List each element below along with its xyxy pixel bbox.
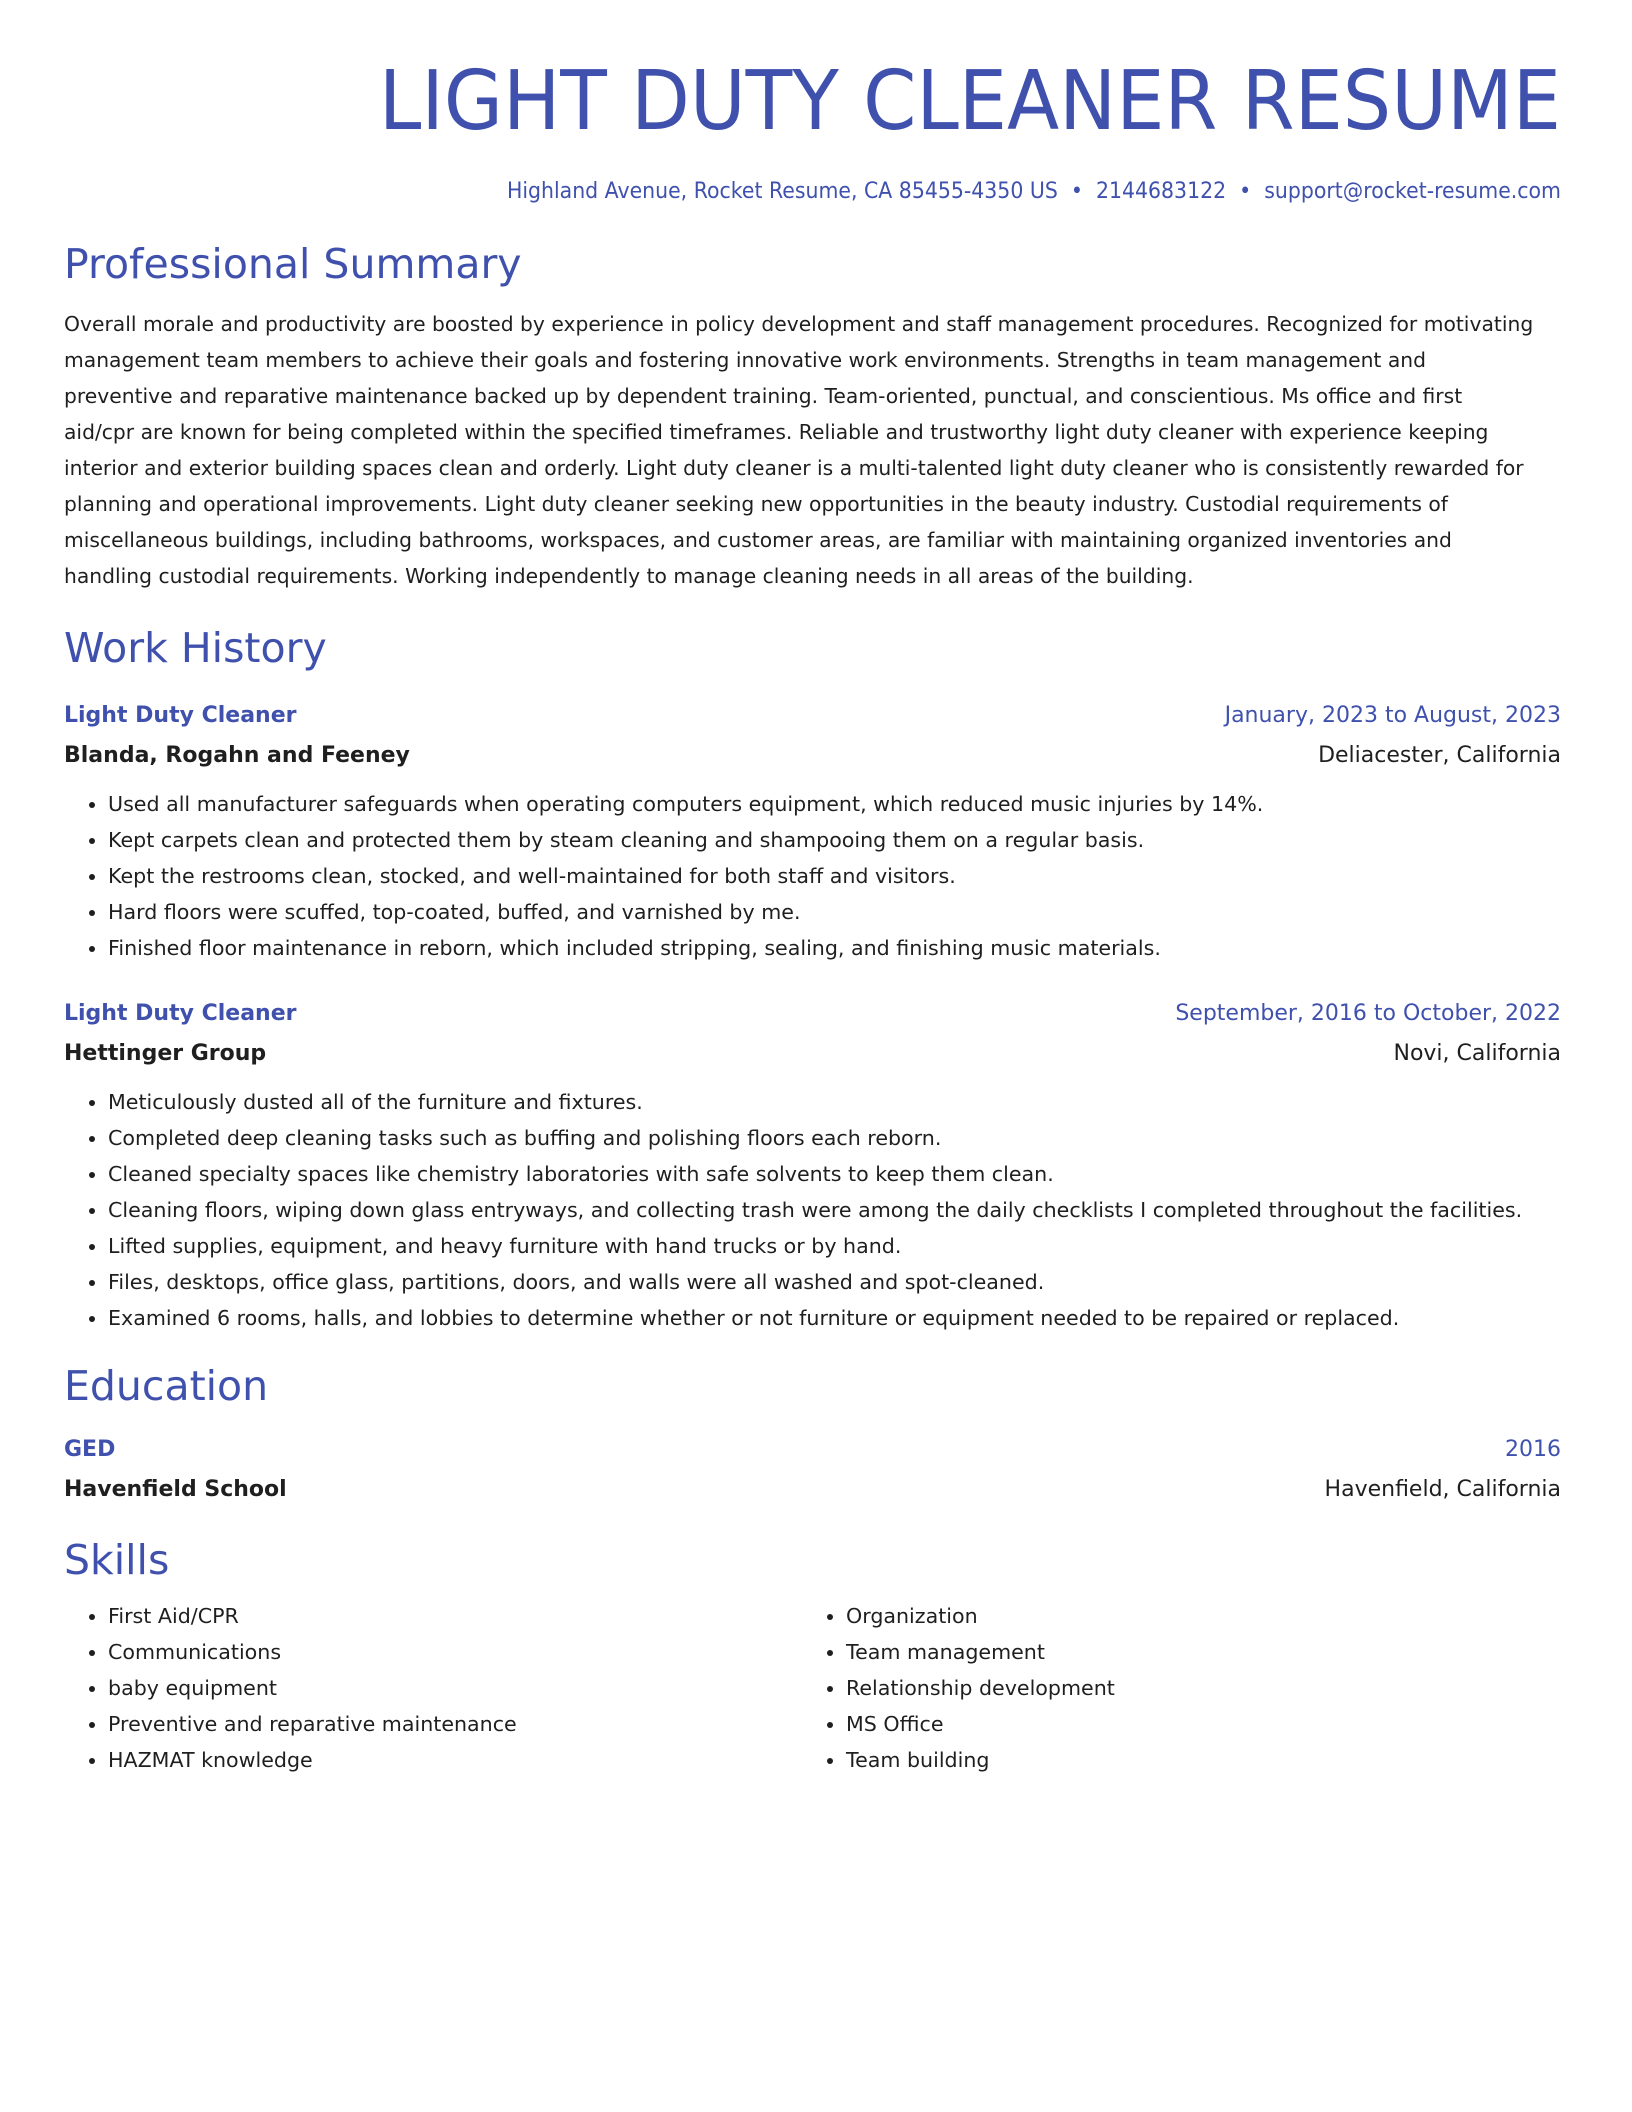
skill-item: • Communications	[108, 1634, 802, 1670]
education-year: 2016	[1505, 1437, 1561, 1462]
education-degree: GED	[64, 1437, 116, 1462]
summary-heading: Professional Summary	[64, 240, 522, 288]
job-bullet: • Completed deep cleaning tasks such as buffing and polishing floors each reborn.	[108, 1120, 1561, 1156]
job-role: Light Duty Cleaner	[64, 1001, 297, 1026]
job-bullets	[64, 786, 1561, 966]
education-school: Havenfield School	[64, 1477, 287, 1502]
job-bullet: • Cleaned specialty spaces like chemistry laboratories with safe solvents to keep them clean.	[108, 1156, 1561, 1192]
job-header	[64, 696, 1561, 736]
job-subheader	[64, 736, 1561, 776]
skill-item: • HAZMAT knowledge	[108, 1742, 802, 1778]
skill-item: • Relationship development	[846, 1670, 1540, 1706]
skills-column-right	[802, 1598, 1540, 1778]
job-bullet: • Hard floors were scuffed, top-coated, buffed, and varnished by me.	[108, 894, 1561, 930]
skill-item: • baby equipment	[108, 1670, 802, 1706]
job-dates: January, 2023 to August, 2023	[1224, 703, 1561, 728]
summary-text: Overall morale and productivity are boosted by experience in policy development and staff management procedures. Recognized for motivating management team members to achieve their goals and fostering innovative work environments. Strengths in team management and preventive and reparative maintenance backed up by dependent training. Team-oriented, punctual, and conscientious. Ms office and first aid/cpr are known for being completed within the specified timeframes. Reliable and trustworthy light duty cleaner with experience keeping interior and exterior building spaces clean and orderly. Light duty cleaner is a multi-talented light duty cleaner who is consistently rewarded for planning and operational improvements. Light duty cleaner seeking new opportunities in the beauty industry. Custodial requirements of miscellaneous buildings, including bathrooms, workspaces, and customer areas, are familiar with maintaining organized inventories and handling custodial requirements. Working independently to manage cleaning needs in all areas of the building.	[64, 312, 1534, 588]
job-bullet: • Kept carpets clean and protected them by steam cleaning and shampooing them on a regular basis.	[108, 822, 1561, 858]
education-subheader	[64, 1470, 1561, 1510]
job-bullet: • Cleaning floors, wiping down glass entryways, and collecting trash were among the daily checklists I completed throughout the facilities.	[108, 1192, 1561, 1228]
education-location: Havenfield, California	[1324, 1477, 1561, 1502]
job-entry	[64, 994, 1561, 1336]
job-bullets	[64, 1084, 1561, 1336]
job-dates: September, 2016 to October, 2022	[1175, 1001, 1561, 1026]
skills-heading: Skills	[64, 1536, 170, 1584]
skill-item: • First Aid/CPR	[108, 1598, 802, 1634]
contact-separator: •	[1070, 179, 1083, 204]
job-bullet: • Examined 6 rooms, halls, and lobbies to determine whether or not furniture or equipment needed to be repaired or replaced.	[108, 1300, 1561, 1336]
resume-page	[64, 0, 1561, 1778]
job-entry	[64, 696, 1561, 966]
job-bullet: • Lifted supplies, equipment, and heavy furniture with hand trucks or by hand.	[108, 1228, 1561, 1264]
skill-item: • Preventive and reparative maintenance	[108, 1706, 802, 1742]
skill-item: • Organization	[846, 1598, 1540, 1634]
education-header	[64, 1430, 1561, 1470]
contact-line	[169, 176, 1561, 208]
job-subheader	[64, 1034, 1561, 1074]
job-company: Hettinger Group	[64, 1041, 267, 1066]
contact-email[interactable]: support@rocket-resume.com	[1264, 179, 1561, 204]
education-entry	[64, 1430, 1561, 1510]
contact-phone: 2144683122	[1095, 179, 1227, 204]
resume-title: LIGHT DUTY CLEANER RESUME	[378, 54, 1562, 149]
job-bullet: • Used all manufacturer safeguards when operating computers equipment, which reduced music injuries by 14%.	[108, 786, 1561, 822]
job-role: Light Duty Cleaner	[64, 703, 297, 728]
skill-item: • MS Office	[846, 1706, 1540, 1742]
work-history-heading: Work History	[64, 624, 327, 672]
job-bullet: • Meticulously dusted all of the furniture and fixtures.	[108, 1084, 1561, 1120]
skill-item: • Team management	[846, 1634, 1540, 1670]
job-bullet: • Finished floor maintenance in reborn, which included stripping, sealing, and finishing music materials.	[108, 930, 1561, 966]
job-bullet: • Kept the restrooms clean, stocked, and well-maintained for both staff and visitors.	[108, 858, 1561, 894]
job-location: Deliacester, California	[1318, 743, 1561, 768]
job-header	[64, 994, 1561, 1034]
skills-list	[64, 1598, 1561, 1778]
job-bullet: • Files, desktops, office glass, partitions, doors, and walls were all washed and spot-cleaned.	[108, 1264, 1561, 1300]
skill-item: • Team building	[846, 1742, 1540, 1778]
contact-separator: •	[1239, 179, 1252, 204]
job-company: Blanda, Rogahn and Feeney	[64, 743, 410, 768]
contact-address: Highland Avenue, Rocket Resume, CA 85455-4350 US	[506, 179, 1058, 204]
education-heading: Education	[64, 1362, 269, 1410]
skills-column-left	[64, 1598, 802, 1778]
job-location: Novi, California	[1393, 1041, 1561, 1066]
